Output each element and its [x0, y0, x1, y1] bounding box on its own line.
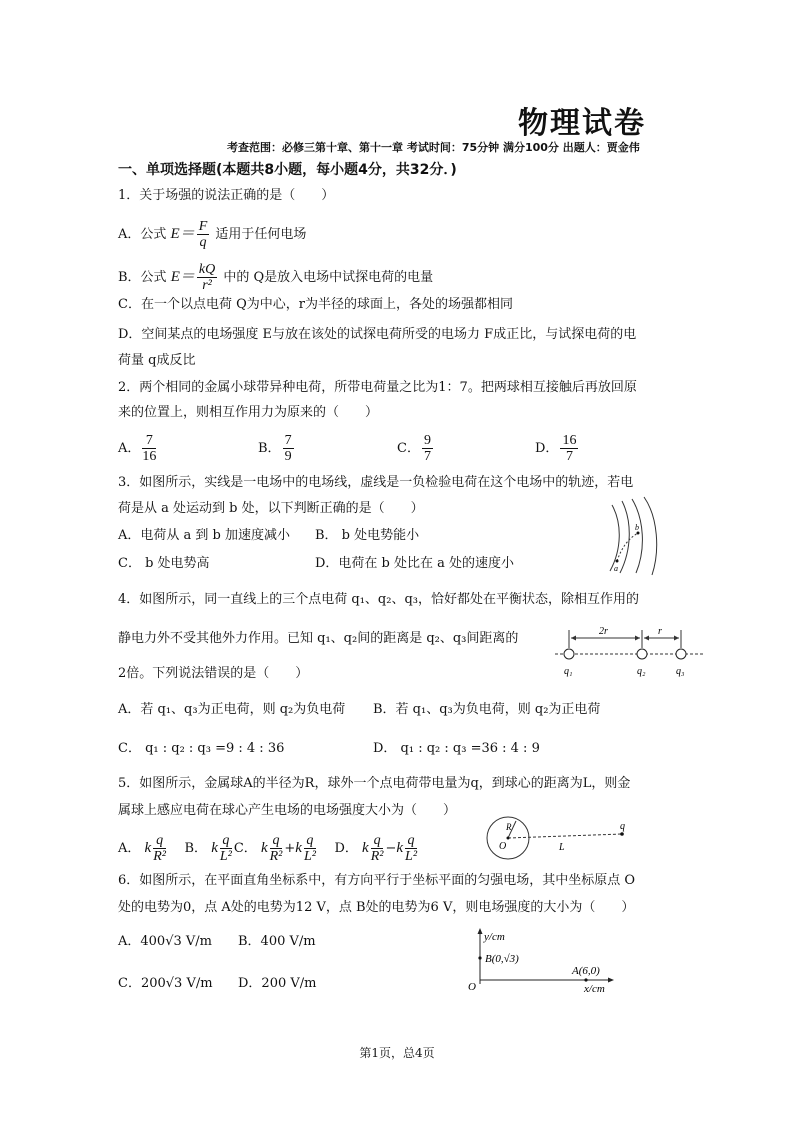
- field-line-4: [644, 497, 657, 575]
- q5-d-fraction-2: [405, 833, 417, 864]
- q3-stem: 3．如图所示，实线是一电场中的电场线，虚线是一负检验电荷在这个电场中的轨迹，若电: [118, 475, 634, 490]
- q2-c-fraction: [422, 433, 433, 464]
- q1-b-suffix: 中的 Q是放入电场中试探电荷的电量: [223, 270, 434, 285]
- q5-a-label: A．: [118, 841, 141, 856]
- q2-d-label: D．: [535, 441, 559, 456]
- q2-a-fraction: [142, 433, 156, 464]
- q1-a-eq: E＝: [170, 226, 195, 242]
- q1-option-c[interactable]: C．在一个以点电荷 Q为中心，r为半径的球面上，各处的场强都相同: [118, 297, 513, 312]
- q2-option-d[interactable]: [535, 433, 580, 464]
- q5-c-fraction-1: [270, 833, 283, 864]
- label-2r: 2r: [599, 626, 608, 637]
- q3-option-b[interactable]: B． b 处电势能小: [315, 528, 420, 543]
- q5-c-den1: R²: [269, 849, 283, 864]
- q5-a-den: R²: [153, 849, 166, 864]
- field-line-2: [620, 501, 629, 573]
- q5-b-den: L²: [219, 849, 232, 864]
- q5-sphere-figure: [484, 814, 634, 864]
- label-a: a: [614, 564, 618, 573]
- q5-d-fraction-1: [371, 833, 384, 864]
- q5-d-k1: k: [362, 840, 369, 856]
- label-q1: q₁: [564, 666, 573, 677]
- q3-option-d[interactable]: D．电荷在 b 处比在 a 处的速度小: [315, 556, 515, 571]
- q1-a-num: F: [198, 219, 208, 234]
- q1-option-d-cont: 荷量 q成反比: [118, 353, 196, 368]
- q2-b-num: 7: [284, 433, 292, 448]
- q5-option-d[interactable]: [334, 833, 419, 864]
- q1-option-a[interactable]: [118, 219, 306, 250]
- q6-option-c[interactable]: C．200√3 V/m: [118, 976, 213, 991]
- page-footer: 第1页，总4页: [359, 1046, 435, 1060]
- charge-q3: [676, 649, 686, 659]
- q5-stem-cont: 属球上感应电荷在球心产生电场的电场强度大小为（ ）: [118, 803, 457, 818]
- q5-c-num2: q: [304, 833, 316, 849]
- q5-b-fraction: [220, 833, 232, 864]
- q2-d-den: 7: [565, 449, 573, 464]
- q4-stem: 4．如图所示，同一直线上的三个点电荷 q₁、q₂、q₃，恰好都处在平衡状态，除相互作用的: [118, 592, 640, 607]
- label-q3: q₃: [676, 666, 685, 677]
- q5-d-num2: q: [405, 833, 417, 849]
- q2-d-fraction: [560, 433, 578, 464]
- charge-q1: [564, 649, 574, 659]
- q5-b-label: B．: [184, 841, 208, 856]
- q4-option-c[interactable]: C． q₁ : q₂ : q₃ =9 : 4 : 36: [118, 741, 285, 756]
- q1-b-prefix: B．公式: [118, 270, 167, 285]
- q2-option-c[interactable]: [397, 433, 435, 464]
- trajectory-path: [617, 533, 638, 561]
- q1-a-prefix: A．公式: [118, 227, 167, 242]
- q6-stem-cont: 处的电势为0，点 A处的电势为12 V，点 B处的电势为6 V，则电场强度的大小为（ ）: [118, 900, 635, 915]
- q5-c-k1: k: [260, 840, 268, 856]
- label-y: y/cm: [484, 931, 505, 943]
- q3-stem-cont: 荷是从 a 处运动到 b 处，以下判断正确的是（ ）: [118, 501, 424, 516]
- label-x: x/cm: [584, 983, 605, 995]
- q1-option-d[interactable]: D．空间某点的电场强度 E与放在该处的试探电荷所受的电场力 F成正比，与试探电荷的电: [118, 327, 637, 342]
- q4-option-a[interactable]: A．若 q₁、q₃为正电荷，则 q₂为负电荷: [118, 702, 346, 717]
- label-r: r: [658, 626, 662, 637]
- label-A: A(6,0): [572, 965, 600, 977]
- label-b: b: [635, 523, 639, 532]
- q2-c-label: C．: [397, 441, 420, 456]
- q2-option-a[interactable]: [118, 433, 158, 464]
- q4-option-b[interactable]: B．若 q₁、q₃为负电荷，则 q₂为正电荷: [373, 702, 601, 717]
- label-O: O: [468, 981, 476, 993]
- point-charge: [620, 832, 624, 836]
- q1-b-num: kQ: [198, 262, 216, 277]
- q2-d-num: 16: [562, 433, 577, 448]
- q5-option-b[interactable]: [184, 833, 233, 864]
- q2-b-label: B．: [258, 441, 281, 456]
- q5-b-k: k: [211, 840, 218, 856]
- q2-c-num: 9: [423, 433, 431, 448]
- label-q: q: [620, 821, 625, 832]
- q5-option-c[interactable]: [233, 833, 318, 864]
- q2-a-num: 7: [142, 433, 156, 449]
- page-title: 物理试卷: [518, 106, 646, 141]
- q6-stem: 6．如图所示，在平面直角坐标系中，有方向平行于坐标平面的匀强电场，其中坐标原点 O: [118, 873, 636, 888]
- q1-b-den: r²: [202, 278, 212, 293]
- q6-option-a[interactable]: A．400√3 V/m: [118, 934, 212, 949]
- arrowhead-2r-right: [635, 636, 640, 641]
- section-heading: 一、单项选择题(本题共8小题，每小题4分，共32分．): [118, 162, 457, 178]
- q5-c-num1: q: [270, 833, 283, 849]
- q2-c-den: 7: [423, 449, 431, 464]
- sphere-center: [507, 837, 510, 840]
- q5-options: [118, 833, 419, 864]
- q5-d-k2: k: [396, 840, 404, 856]
- label-L: L: [559, 842, 565, 853]
- q1-a-suffix: 适用于任何电场: [215, 227, 307, 242]
- label-B: B(0,√3): [485, 953, 519, 965]
- q5-b-num: q: [220, 833, 232, 849]
- point-B: [478, 956, 481, 959]
- charge-q2: [637, 649, 647, 659]
- label-q2: q₂: [637, 666, 646, 677]
- exam-scope: 考查范围：必修三第十章、第十一章 考试时间：75分钟 满分100分 出题人：贾金伟: [227, 141, 640, 154]
- distance-line: [508, 834, 622, 838]
- q2-stem: 2．两个相同的金属小球带异种电荷，所带电荷量之比为1：7。把两球相互接触后再放回原: [118, 380, 637, 395]
- point-A: [584, 978, 587, 981]
- y-arrowhead: [478, 928, 483, 934]
- q3-field-figure: [600, 497, 660, 575]
- q1-b-fraction: [197, 262, 217, 293]
- q5-stem: 5．如图所示，金属球A的半径为R，球外一个点电荷带电量为q，到球心的距离为L，则金: [118, 776, 631, 791]
- q5-d-den2: L²: [405, 849, 418, 864]
- q4-stem-cont2: 2倍。下列说法错误的是（ ）: [118, 666, 309, 681]
- q5-d-label: D．: [334, 841, 358, 856]
- q5-d-num1: q: [371, 833, 384, 849]
- q5-a-fraction: [153, 833, 166, 864]
- q2-a-label: A．: [118, 441, 141, 456]
- q5-option-a[interactable]: [118, 833, 168, 864]
- arrowhead-r-right: [674, 636, 679, 641]
- q5-c-label: C．: [233, 841, 257, 856]
- q1-a-fraction: [197, 219, 210, 250]
- q5-c-plus: +: [284, 841, 296, 856]
- arrowhead-2r-left: [571, 636, 576, 641]
- q4-option-d[interactable]: D． q₁ : q₂ : q₃ =36 : 4 : 9: [373, 741, 540, 756]
- q5-c-den2: L²: [303, 849, 316, 864]
- q1-a-den: q: [199, 235, 207, 250]
- label-R: R: [506, 822, 512, 832]
- x-arrowhead: [608, 978, 614, 983]
- q5-c-k2: k: [295, 840, 302, 856]
- q6-coordinate-figure: [466, 926, 626, 994]
- q2-b-fraction: [283, 433, 294, 464]
- q3-option-c[interactable]: C． b 处电势高: [118, 556, 210, 571]
- q2-stem-cont: 来的位置上，则相互作用力为原来的（ ）: [118, 405, 379, 420]
- q3-option-a[interactable]: A．电荷从 a 到 b 加速度减小: [118, 528, 290, 543]
- q6-option-b[interactable]: B．400 V/m: [238, 934, 316, 949]
- q5-a-k: k: [144, 840, 152, 856]
- q5-a-num: q: [153, 833, 166, 849]
- q2-a-den: 16: [142, 449, 157, 464]
- q1-option-b[interactable]: [118, 262, 433, 293]
- arrowhead-r-left: [644, 636, 649, 641]
- point-a: [616, 560, 619, 563]
- field-line-3: [632, 499, 642, 573]
- q1-stem: 1．关于场强的说法正确的是（ ）: [118, 188, 335, 203]
- label-O: O: [499, 841, 507, 852]
- q2-option-b[interactable]: [258, 433, 296, 464]
- q5-d-den1: R²: [370, 849, 384, 864]
- q4-charge-figure: [555, 622, 705, 680]
- q5-c-fraction-2: [304, 833, 316, 864]
- q5-d-minus: −: [385, 841, 397, 856]
- q6-option-d[interactable]: D．200 V/m: [238, 976, 317, 991]
- q2-b-den: 9: [284, 449, 292, 464]
- q4-stem-cont: 静电力外不受其他外力作用。已知 q₁、q₂间的距离是 q₂、q₃间距离的: [118, 631, 519, 646]
- q1-b-eq: E＝: [170, 269, 195, 285]
